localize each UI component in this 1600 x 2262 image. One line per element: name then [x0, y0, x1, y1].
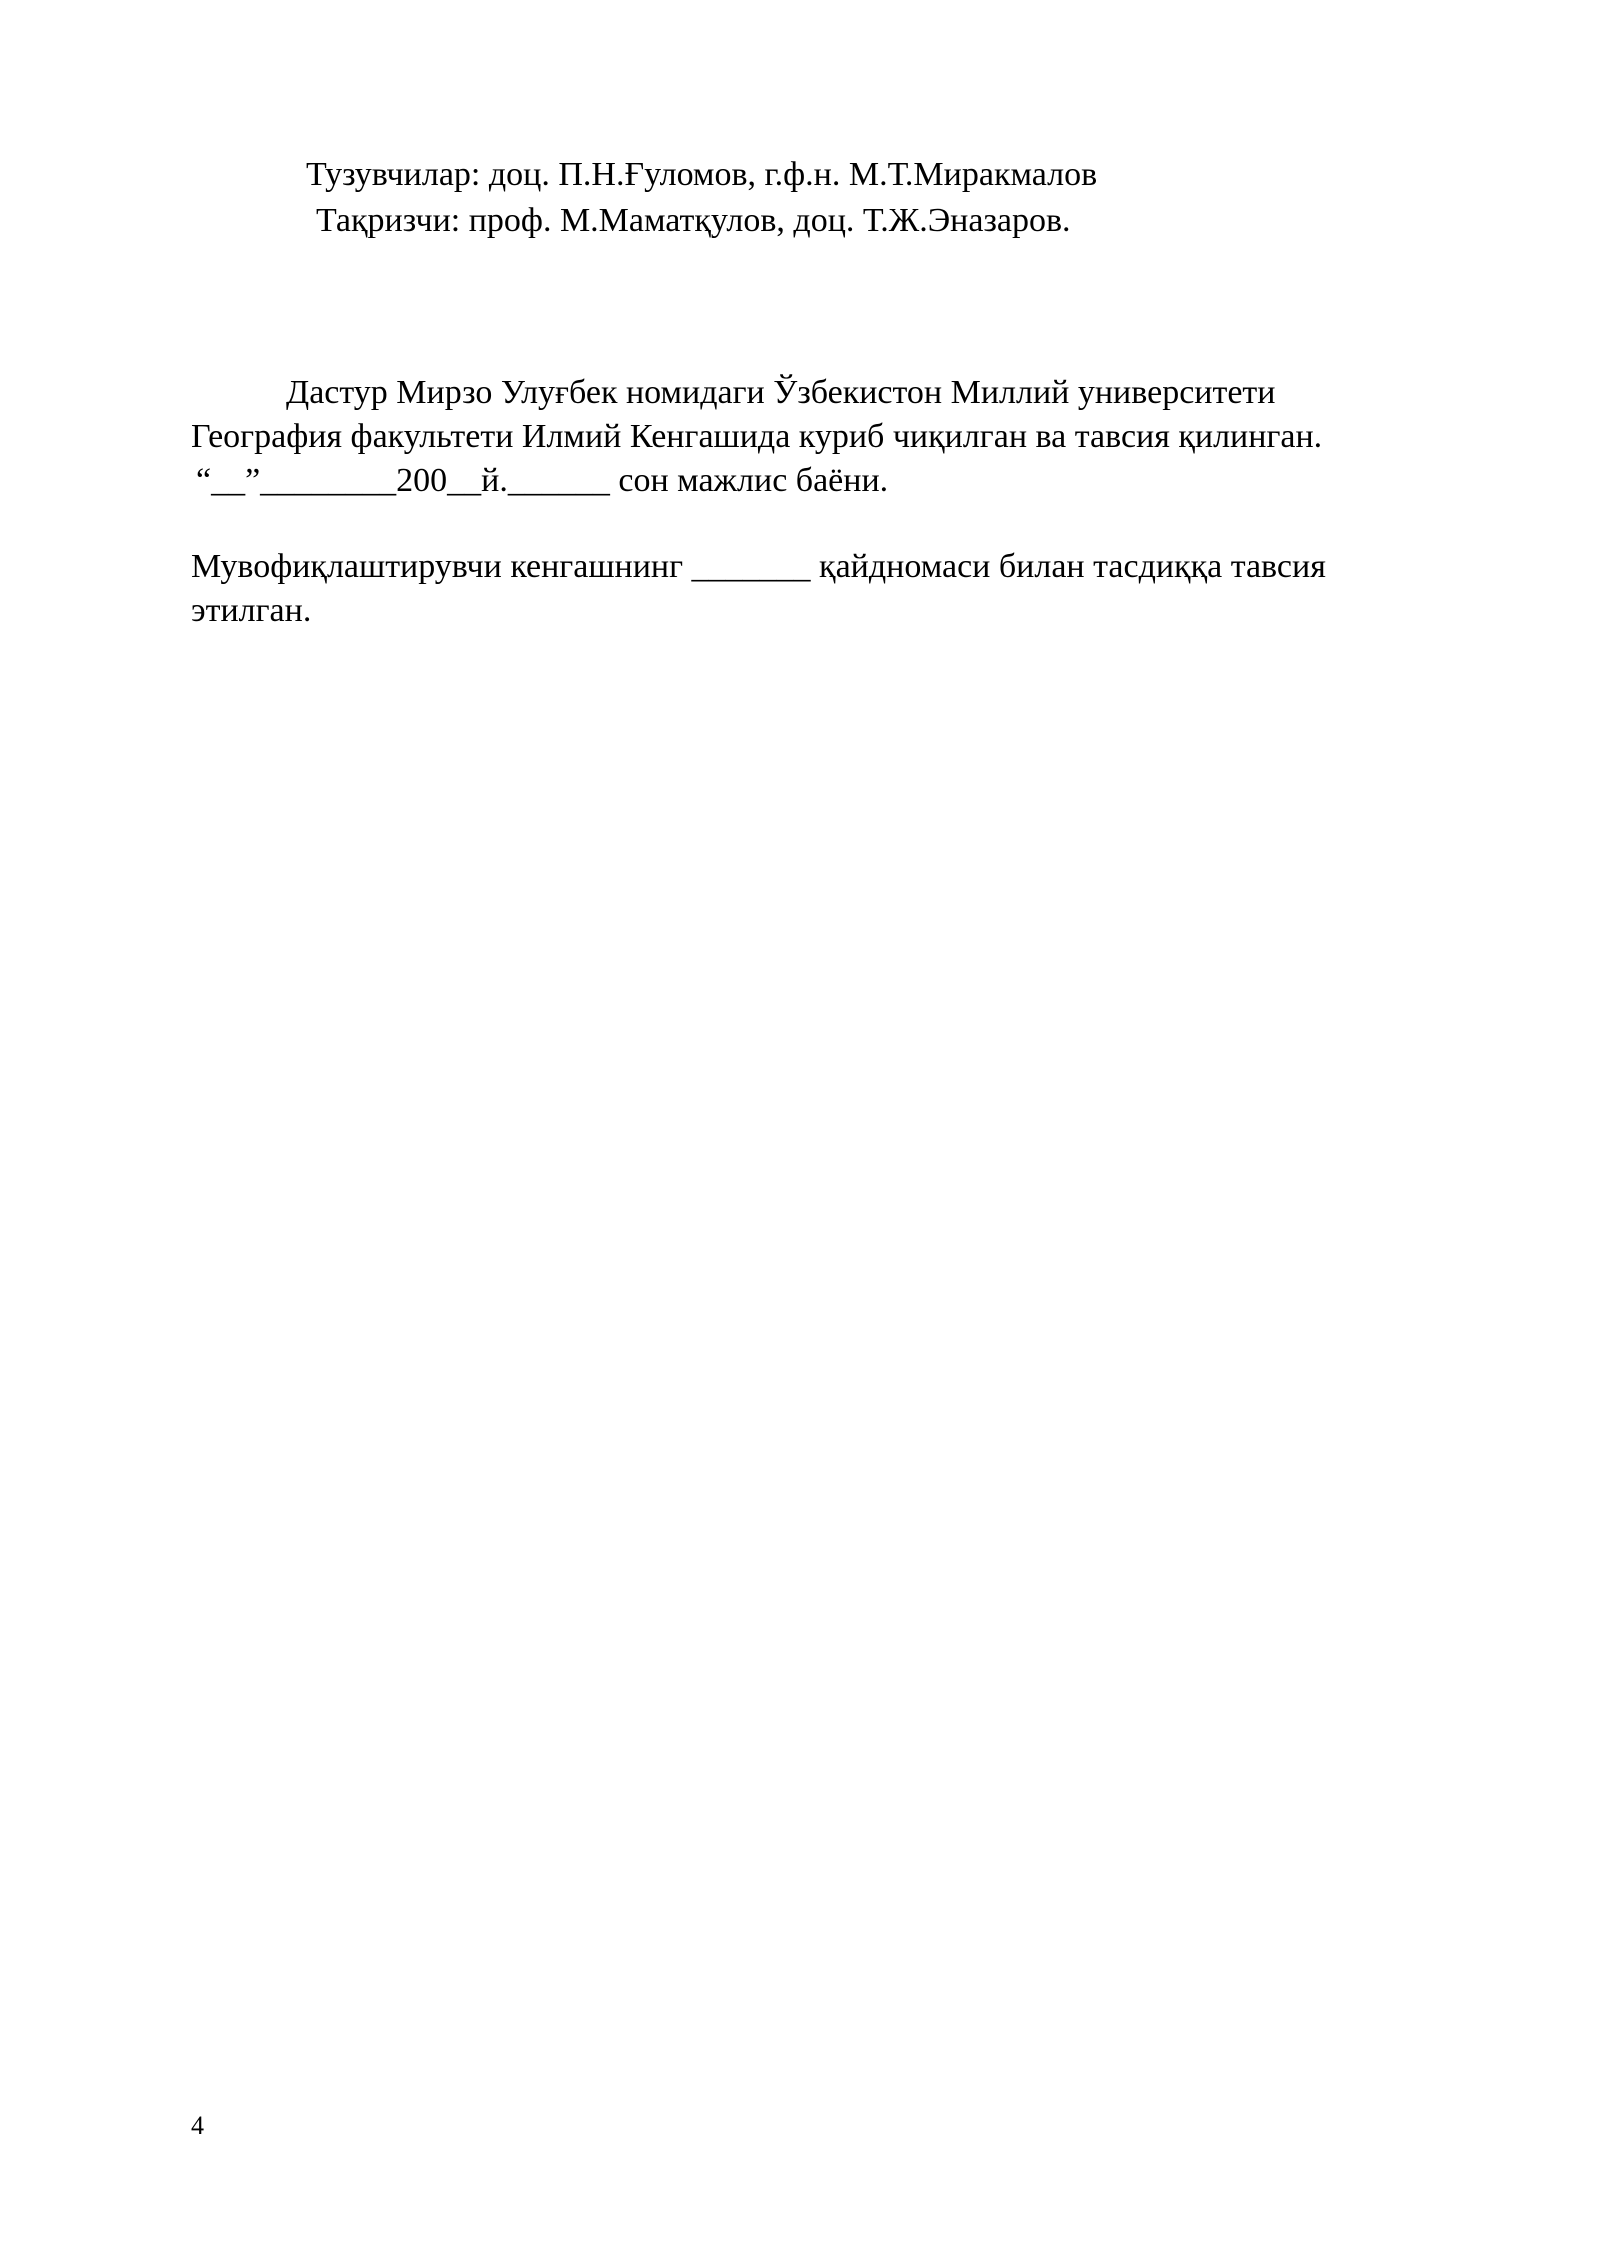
coordination-line-1: Мувофиқлаштирувчи кенгашнинг _______ қайдномаси билан тасдиққа тавсия — [191, 548, 1326, 585]
approval-line-1: Дастур Мирзо Улуғбек номидаги Ўзбекистон Миллий университети — [286, 374, 1276, 411]
approval-line-2: География факультети Илмий Кенгашида куриб чиқилган ва тавсия қилинган. — [191, 418, 1323, 455]
reviewers-line: Тақризчи: проф. М.Маматқулов, доц. Т.Ж.Эназаров. — [316, 202, 1071, 239]
page-number: 4 — [191, 2111, 204, 2140]
compilers-line: Тузувчилар: доц. П.Н.Ғуломов, г.ф.н. М.Т.Миракмалов — [306, 156, 1098, 193]
coordination-line-2: этилган. — [191, 592, 312, 629]
approval-line-3: “__”________200__й.______ сон мажлис баёни. — [196, 462, 889, 499]
